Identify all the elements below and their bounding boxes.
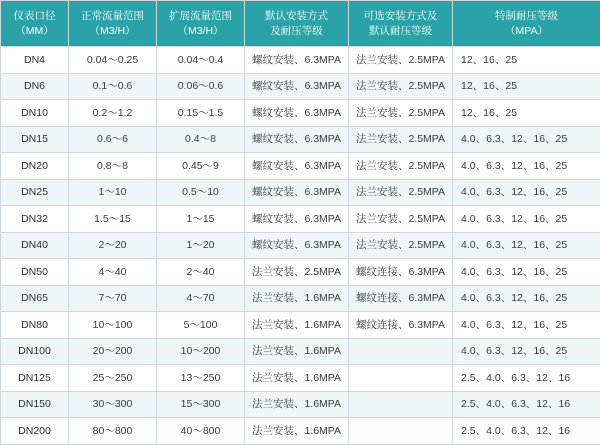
table-cell: 法兰安装、1.6MPA <box>245 285 349 312</box>
table-cell: 80～800 <box>69 418 157 445</box>
table-cell: 12、16、25 <box>453 47 600 74</box>
table-cell: 0.2～1.2 <box>69 100 157 127</box>
table-cell: DN20 <box>1 153 69 180</box>
table-cell: 1～10 <box>69 179 157 206</box>
table-cell: 螺纹安装、6.3MPA <box>245 100 349 127</box>
table-header <box>1 1 600 47</box>
table-body <box>1 47 600 445</box>
table-cell: 螺纹安装、6.3MPA <box>245 232 349 259</box>
table-row <box>1 232 600 259</box>
table-cell: 2.5、4.0、6.3、12、16 <box>453 365 600 392</box>
header-cell-optional-install <box>349 1 453 47</box>
header-line-1: 可选安装方式及 <box>349 9 452 23</box>
table-cell: 4～70 <box>157 285 245 312</box>
table-cell: 法兰安装、2.5MPA <box>349 206 453 233</box>
table-row <box>1 206 600 233</box>
header-cell-diameter <box>1 1 69 47</box>
table-cell: 法兰安装、1.6MPA <box>245 338 349 365</box>
table-cell: DN100 <box>1 338 69 365</box>
table-cell: DN25 <box>1 179 69 206</box>
table-cell <box>349 391 453 418</box>
table-cell: 法兰安装、2.5MPA <box>349 232 453 259</box>
table-cell: 4～40 <box>69 259 157 286</box>
table-cell <box>349 365 453 392</box>
table-cell: 法兰安装、1.6MPA <box>245 391 349 418</box>
table-cell: 0.4～8 <box>157 126 245 153</box>
table-cell: 4.0、6.3、12、16、25 <box>453 232 600 259</box>
table-cell: 5～100 <box>157 312 245 339</box>
header-line-2: 默认耐压等级 <box>349 24 452 38</box>
header-cell-default-install <box>245 1 349 47</box>
table-cell: 法兰安装、2.5MPA <box>245 259 349 286</box>
table-cell: 2～20 <box>69 232 157 259</box>
table-cell: DN32 <box>1 206 69 233</box>
table-cell: 4.0、6.3、12、16、25 <box>453 206 600 233</box>
table-cell: 0.06～0.6 <box>157 73 245 100</box>
table-row <box>1 47 600 74</box>
table-cell: 螺纹安装、6.3MPA <box>245 126 349 153</box>
table-cell: 法兰安装、2.5MPA <box>349 73 453 100</box>
table-cell: DN15 <box>1 126 69 153</box>
table-cell: DN4 <box>1 47 69 74</box>
table-cell: 4.0、6.3、12、16、25 <box>453 338 600 365</box>
header-line-1: 扩展流量范围 <box>157 9 244 23</box>
header-line-1: 特制耐压等级 <box>453 9 600 23</box>
table-cell: 螺纹安装、6.3MPA <box>245 179 349 206</box>
table-row <box>1 418 600 445</box>
table-cell: 0.8～8 <box>69 153 157 180</box>
table-cell: 12、16、25 <box>453 100 600 127</box>
table-row <box>1 285 600 312</box>
table-cell: 螺纹连接、6.3MPA <box>349 259 453 286</box>
table-cell: 4.0、6.3、12、16、25 <box>453 126 600 153</box>
table-cell: DN80 <box>1 312 69 339</box>
table-cell <box>349 418 453 445</box>
table-cell <box>349 338 453 365</box>
table-cell: 4.0、6.3、12、16、25 <box>453 285 600 312</box>
table-row <box>1 126 600 153</box>
table-cell: 0.1～0.6 <box>69 73 157 100</box>
table-cell: DN200 <box>1 418 69 445</box>
table-row <box>1 365 600 392</box>
table-row <box>1 338 600 365</box>
table-cell: 2～40 <box>157 259 245 286</box>
table-cell: 法兰安装、2.5MPA <box>349 126 453 153</box>
table-cell: 法兰安装、2.5MPA <box>349 179 453 206</box>
header-line-1: 正常流量范围 <box>69 9 156 23</box>
table-cell: 0.6～6 <box>69 126 157 153</box>
table-cell: 2.5、4.0、6.3、12、16 <box>453 418 600 445</box>
table-cell: 法兰安装、1.6MPA <box>245 418 349 445</box>
header-line-2: （M3/H） <box>69 24 156 38</box>
table-cell: 20～200 <box>69 338 157 365</box>
table-row <box>1 179 600 206</box>
header-cell-normal-flow <box>69 1 157 47</box>
table-row <box>1 391 600 418</box>
table-row <box>1 73 600 100</box>
table-cell: DN125 <box>1 365 69 392</box>
table-cell: 7～70 <box>69 285 157 312</box>
table-cell: 法兰安装、1.6MPA <box>245 312 349 339</box>
table-cell: 30～300 <box>69 391 157 418</box>
table-row <box>1 259 600 286</box>
table-cell: 25～250 <box>69 365 157 392</box>
table-cell: 法兰安装、1.6MPA <box>245 365 349 392</box>
table-cell: 1～15 <box>157 206 245 233</box>
table-cell: DN40 <box>1 232 69 259</box>
table-cell: 0.45～9 <box>157 153 245 180</box>
header-line-2: （MM） <box>1 24 68 38</box>
table-cell: 螺纹安装、6.3MPA <box>245 206 349 233</box>
table-cell: 法兰安装、2.5MPA <box>349 47 453 74</box>
table-cell: 1～20 <box>157 232 245 259</box>
table-cell: DN6 <box>1 73 69 100</box>
table-cell: 法兰安装、2.5MPA <box>349 153 453 180</box>
header-line-2: 及耐压等级 <box>245 24 348 38</box>
table-cell: 螺纹连接、6.3MPA <box>349 285 453 312</box>
header-line-2: （M3/H） <box>157 24 244 38</box>
table-cell: 10～200 <box>157 338 245 365</box>
table-cell: 螺纹安装、6.3MPA <box>245 153 349 180</box>
table-cell: DN150 <box>1 391 69 418</box>
table-row <box>1 100 600 127</box>
table-cell: DN65 <box>1 285 69 312</box>
table-row <box>1 153 600 180</box>
header-line-1: 仪表口径 <box>1 9 68 23</box>
table-cell: 0.15～1.5 <box>157 100 245 127</box>
table-cell: DN50 <box>1 259 69 286</box>
table-cell: 12、16、25 <box>453 73 600 100</box>
header-cell-special-pressure <box>453 1 600 47</box>
table-cell: 15～300 <box>157 391 245 418</box>
table-cell: 螺纹安装、6.3MPA <box>245 73 349 100</box>
table-cell: 螺纹连接、6.3MPA <box>349 312 453 339</box>
table-cell: 0.04～0.25 <box>69 47 157 74</box>
table-cell: DN10 <box>1 100 69 127</box>
header-cell-extended-flow <box>157 1 245 47</box>
table-cell: 4.0、6.3、12、16、25 <box>453 259 600 286</box>
table-cell: 10～100 <box>69 312 157 339</box>
table-row <box>1 312 600 339</box>
table-cell: 13～250 <box>157 365 245 392</box>
table-cell: 4.0、6.3、12、16、25 <box>453 312 600 339</box>
table-cell: 2.5、4.0、6.3、12、16 <box>453 391 600 418</box>
table-cell: 法兰安装、2.5MPA <box>349 100 453 127</box>
table-cell: 0.5～10 <box>157 179 245 206</box>
table-cell: 40～800 <box>157 418 245 445</box>
table-cell: 螺纹安装、6.3MPA <box>245 47 349 74</box>
header-line-2: （MPA） <box>453 24 600 38</box>
table-cell: 4.0、6.3、12、16、25 <box>453 179 600 206</box>
header-line-1: 默认安装方式 <box>245 9 348 23</box>
table-cell: 4.0、6.3、12、16、25 <box>453 153 600 180</box>
table-cell: 0.04～0.4 <box>157 47 245 74</box>
header-row <box>1 1 600 47</box>
table-cell: 1.5～15 <box>69 206 157 233</box>
